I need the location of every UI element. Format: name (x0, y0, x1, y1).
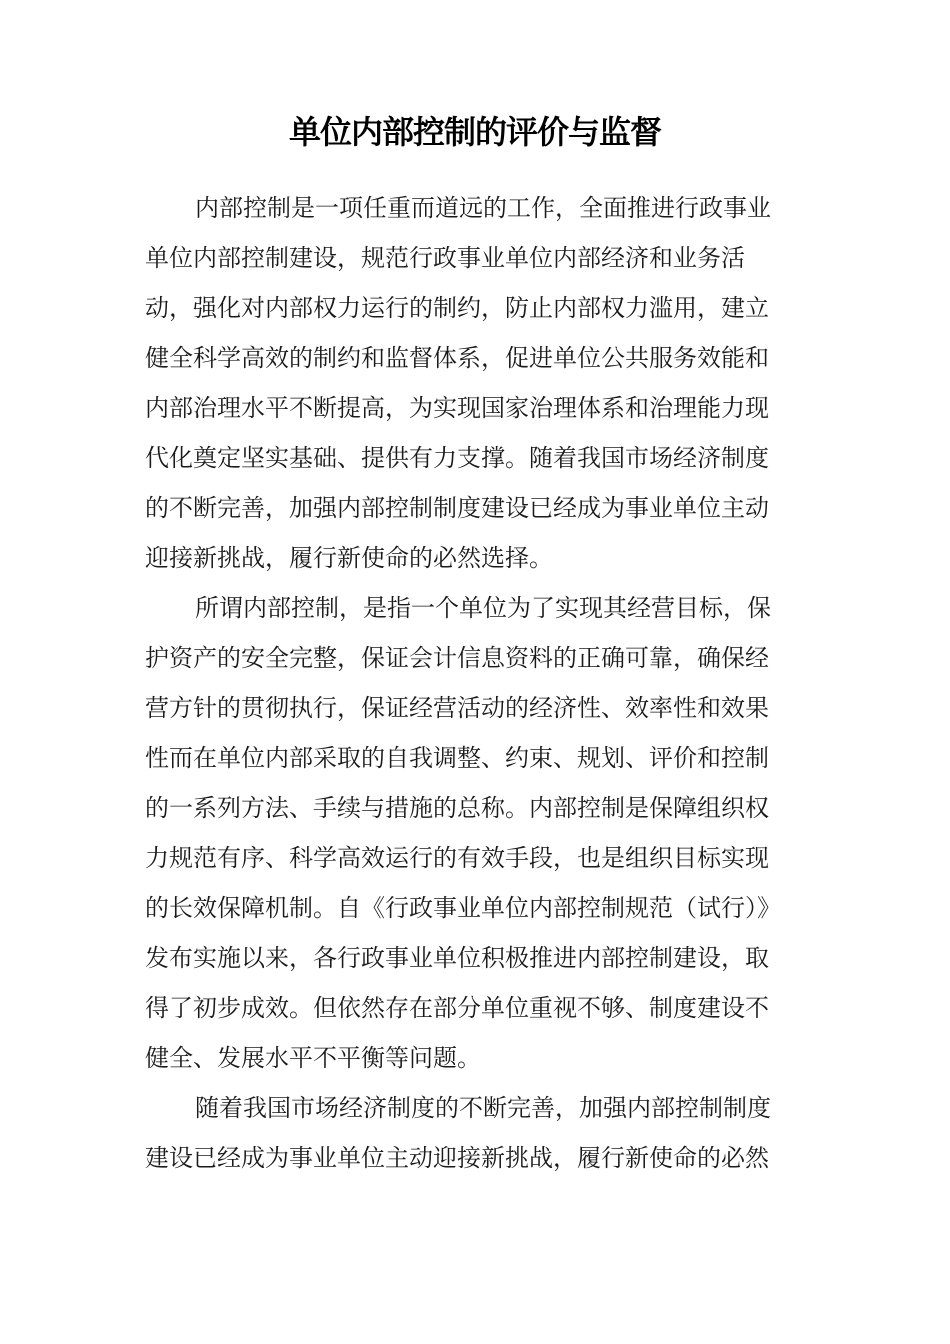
paragraph-2-line-4: 性而在单位内部采取的自我调整、约束、规划、评价和控制 (145, 744, 769, 772)
paragraph-1-line-5: 内部治理水平不断提高，为实现国家治理体系和治理能力现 (145, 394, 769, 422)
paragraph-1-line-2: 单位内部控制建设，规范行政事业单位内部经济和业务活 (145, 244, 745, 272)
paragraph-1-line-3: 动，强化对内部权力运行的制约，防止内部权力滥用，建立 (145, 294, 769, 322)
paragraph-2-line-8: 发布实施以来，各行政事业单位积极推进内部控制建设，取 (145, 944, 769, 972)
paragraph-2-line-5: 的一系列方法、手续与措施的总称。内部控制是保障组织权 (145, 794, 769, 822)
paragraph-2-line-3: 营方针的贯彻执行，保证经营活动的经济性、效率性和效果 (145, 694, 769, 722)
paragraph-2-line-2: 护资产的安全完整，保证会计信息资料的正确可靠，确保经 (145, 644, 769, 672)
paragraph-1-line-8: 迎接新挑战，履行新使命的必然选择。 (145, 544, 553, 572)
paragraph-1-line-4: 健全科学高效的制约和监督体系，促进单位公共服务效能和 (145, 344, 769, 372)
paragraph-2-line-1: 所谓内部控制，是指一个单位为了实现其经营目标，保 (195, 594, 771, 622)
document-title: 单位内部控制的评价与监督 (288, 113, 661, 151)
paragraph-1-line-6: 代化奠定坚实基础、提供有力支撑。随着我国市场经济制度 (145, 444, 769, 472)
paragraph-2-line-9: 得了初步成效。但依然存在部分单位重视不够、制度建设不 (145, 994, 769, 1022)
paragraph-2-line-6: 力规范有序、科学高效运行的有效手段，也是组织目标实现 (145, 844, 769, 872)
paragraph-3-line-1: 随着我国市场经济制度的不断完善，加强内部控制制度 (195, 1094, 771, 1122)
paragraph-3-line-2: 建设已经成为事业单位主动迎接新挑战，履行新使命的必然 (145, 1144, 769, 1172)
paragraph-2-line-10: 健全、发展水平不平衡等问题。 (145, 1044, 481, 1072)
paragraph-1-line-7: 的不断完善，加强内部控制制度建设已经成为事业单位主动 (145, 494, 769, 522)
paragraph-1-line-1: 内部控制是一项任重而道远的工作，全面推进行政事业 (195, 194, 771, 222)
paragraph-2-line-7: 的长效保障机制。自《行政事业单位内部控制规范（试行）》 (145, 894, 781, 922)
